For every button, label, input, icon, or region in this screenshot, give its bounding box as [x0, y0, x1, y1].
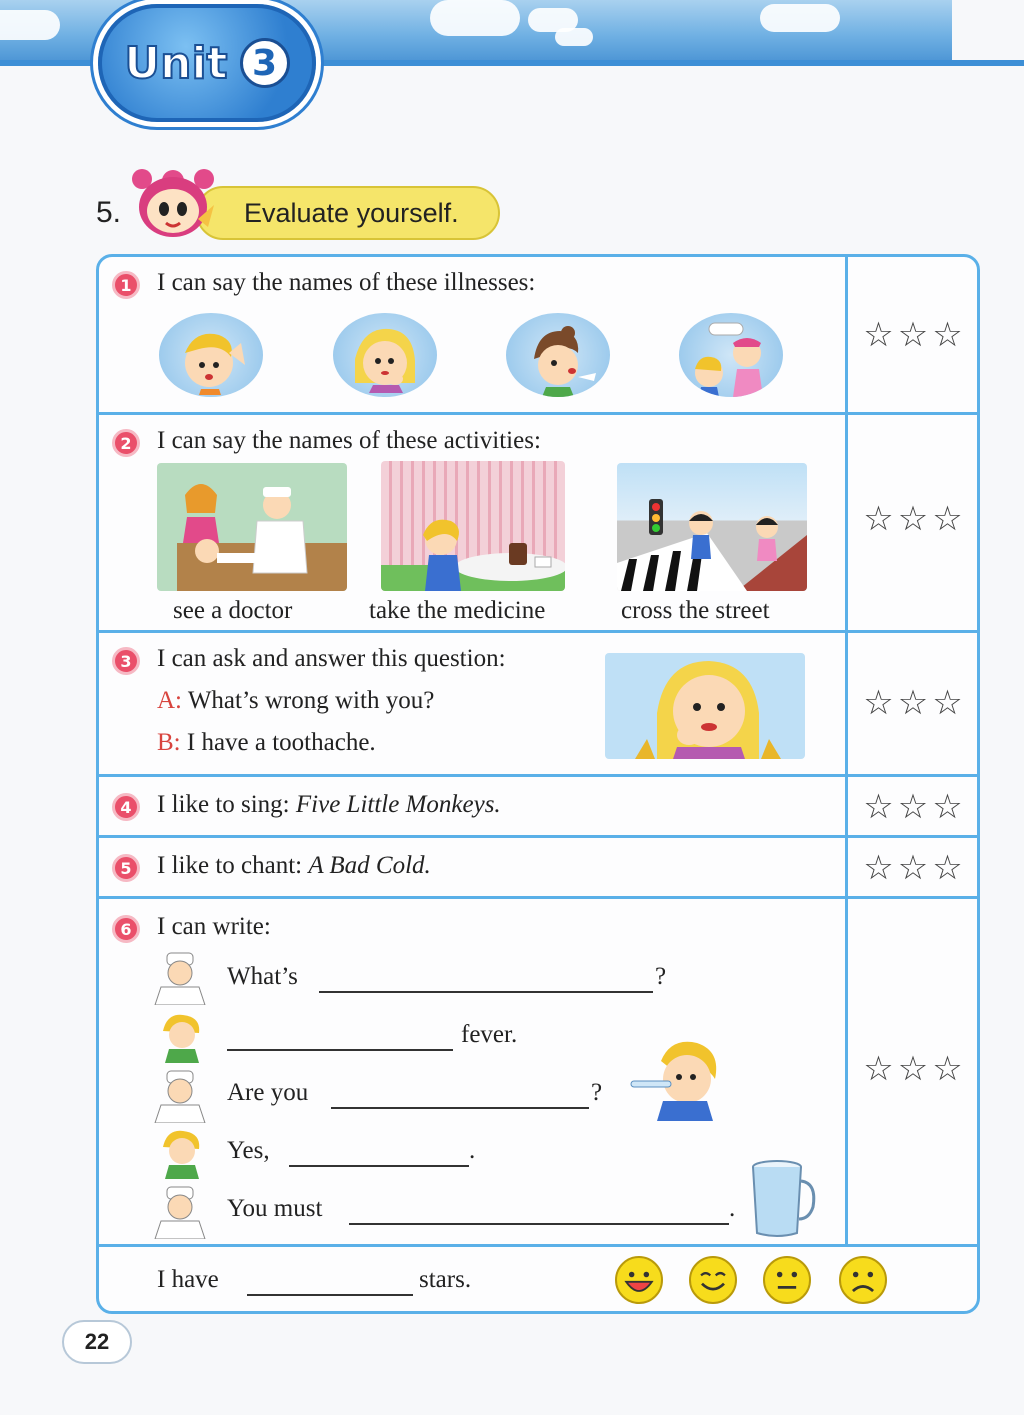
line1-start: What’s — [227, 963, 298, 990]
rating-stars[interactable]: ☆☆☆ — [863, 499, 967, 539]
speaker-a-text: What’s wrong with you? — [187, 687, 435, 714]
neutral-face-icon[interactable] — [763, 1256, 811, 1304]
see-doctor-picture — [157, 463, 347, 591]
take-medicine-picture — [381, 461, 565, 591]
line3-end: ? — [591, 1079, 603, 1106]
answer-blank-1[interactable] — [319, 991, 653, 993]
row-text — [157, 852, 431, 880]
unit-badge — [98, 4, 316, 122]
sick-boy-thermometer-icon — [627, 1035, 727, 1121]
boy-avatar-icon — [157, 1127, 207, 1179]
rating-stars[interactable]: ☆☆☆ — [863, 315, 967, 355]
page-number: 22 — [62, 1320, 132, 1364]
row-number-badge: 4 — [112, 793, 140, 821]
laughing-face-icon[interactable] — [615, 1256, 663, 1304]
water-glass-icon — [747, 1159, 819, 1239]
row-number-badge: 3 — [112, 647, 140, 675]
row-chant — [99, 838, 977, 899]
illness-headache-icon — [159, 313, 263, 397]
section-title: Evaluate yourself. — [244, 198, 459, 228]
answer-blank-3[interactable] — [331, 1107, 589, 1109]
illness-cough-icon — [506, 313, 610, 397]
row-writing — [99, 899, 977, 1247]
line5-end: . — [729, 1195, 736, 1222]
rating-stars[interactable]: ☆☆☆ — [863, 848, 967, 888]
caption-see-doctor: see a doctor — [173, 597, 293, 624]
row-text-prefix: I like to sing: — [157, 791, 296, 818]
toothache-girl-picture — [605, 653, 805, 759]
dialogue-line-a — [157, 687, 434, 715]
unit-number: 3 — [240, 38, 290, 88]
score-end: stars. — [419, 1266, 472, 1293]
line3-start: Are you — [227, 1079, 309, 1106]
speaker-b-label: B: — [157, 729, 181, 756]
row-illnesses — [99, 257, 977, 415]
row-number-badge: 2 — [112, 429, 140, 457]
boy-avatar-icon — [157, 1011, 207, 1063]
row-text: I can ask and answer this question: — [157, 645, 506, 672]
evaluation-table — [96, 254, 980, 1314]
rating-stars[interactable]: ☆☆☆ — [863, 787, 967, 827]
answer-blank-2[interactable] — [227, 1049, 453, 1051]
row-text: I can say the names of these activities: — [157, 427, 541, 454]
rating-stars[interactable]: ☆☆☆ — [863, 683, 967, 723]
caption-cross-street: cross the street — [621, 597, 770, 624]
line5-start: You must — [227, 1195, 323, 1222]
rating-stars[interactable]: ☆☆☆ — [863, 1049, 967, 1089]
illness-toothache-icon — [333, 313, 437, 397]
speaker-a-label: A: — [157, 687, 182, 714]
line2-end: fever. — [461, 1021, 518, 1048]
score-row — [99, 1250, 977, 1312]
doctor-avatar-icon — [151, 951, 209, 1005]
answer-blank-4[interactable] — [289, 1165, 469, 1167]
song-title: Five Little Monkeys. — [295, 791, 501, 818]
row-text: I can write: — [157, 913, 271, 940]
row-number-badge: 6 — [112, 915, 140, 943]
smiling-face-icon[interactable] — [689, 1256, 737, 1304]
speaker-b-text: I have a toothache. — [186, 729, 376, 756]
score-blank[interactable] — [247, 1294, 413, 1296]
mascot-girl-icon — [128, 165, 218, 243]
dialogue-line-b — [157, 729, 376, 757]
score-start: I have — [157, 1266, 219, 1293]
illness-fever-icon — [679, 313, 783, 397]
line4-end: . — [469, 1137, 476, 1164]
row-number-badge: 5 — [112, 854, 140, 882]
sad-face-icon[interactable] — [839, 1256, 887, 1304]
line4-start: Yes, — [227, 1137, 270, 1164]
doctor-avatar-icon — [151, 1185, 209, 1239]
row-question — [99, 633, 977, 777]
chant-title: A Bad Cold. — [308, 852, 431, 879]
answer-blank-5[interactable] — [349, 1223, 729, 1225]
row-text: I can say the names of these illnesses: — [157, 269, 536, 296]
row-number-badge: 1 — [112, 271, 140, 299]
doctor-avatar-icon — [151, 1069, 209, 1123]
row-song — [99, 777, 977, 838]
caption-take-medicine: take the medicine — [369, 597, 546, 624]
unit-label: Unit — [124, 37, 228, 89]
row-text-prefix: I like to chant: — [157, 852, 309, 879]
section-number: 5. — [96, 196, 122, 229]
cross-street-picture — [617, 463, 807, 591]
row-text — [157, 791, 501, 819]
row-activities — [99, 415, 977, 633]
line1-end: ? — [655, 963, 667, 990]
